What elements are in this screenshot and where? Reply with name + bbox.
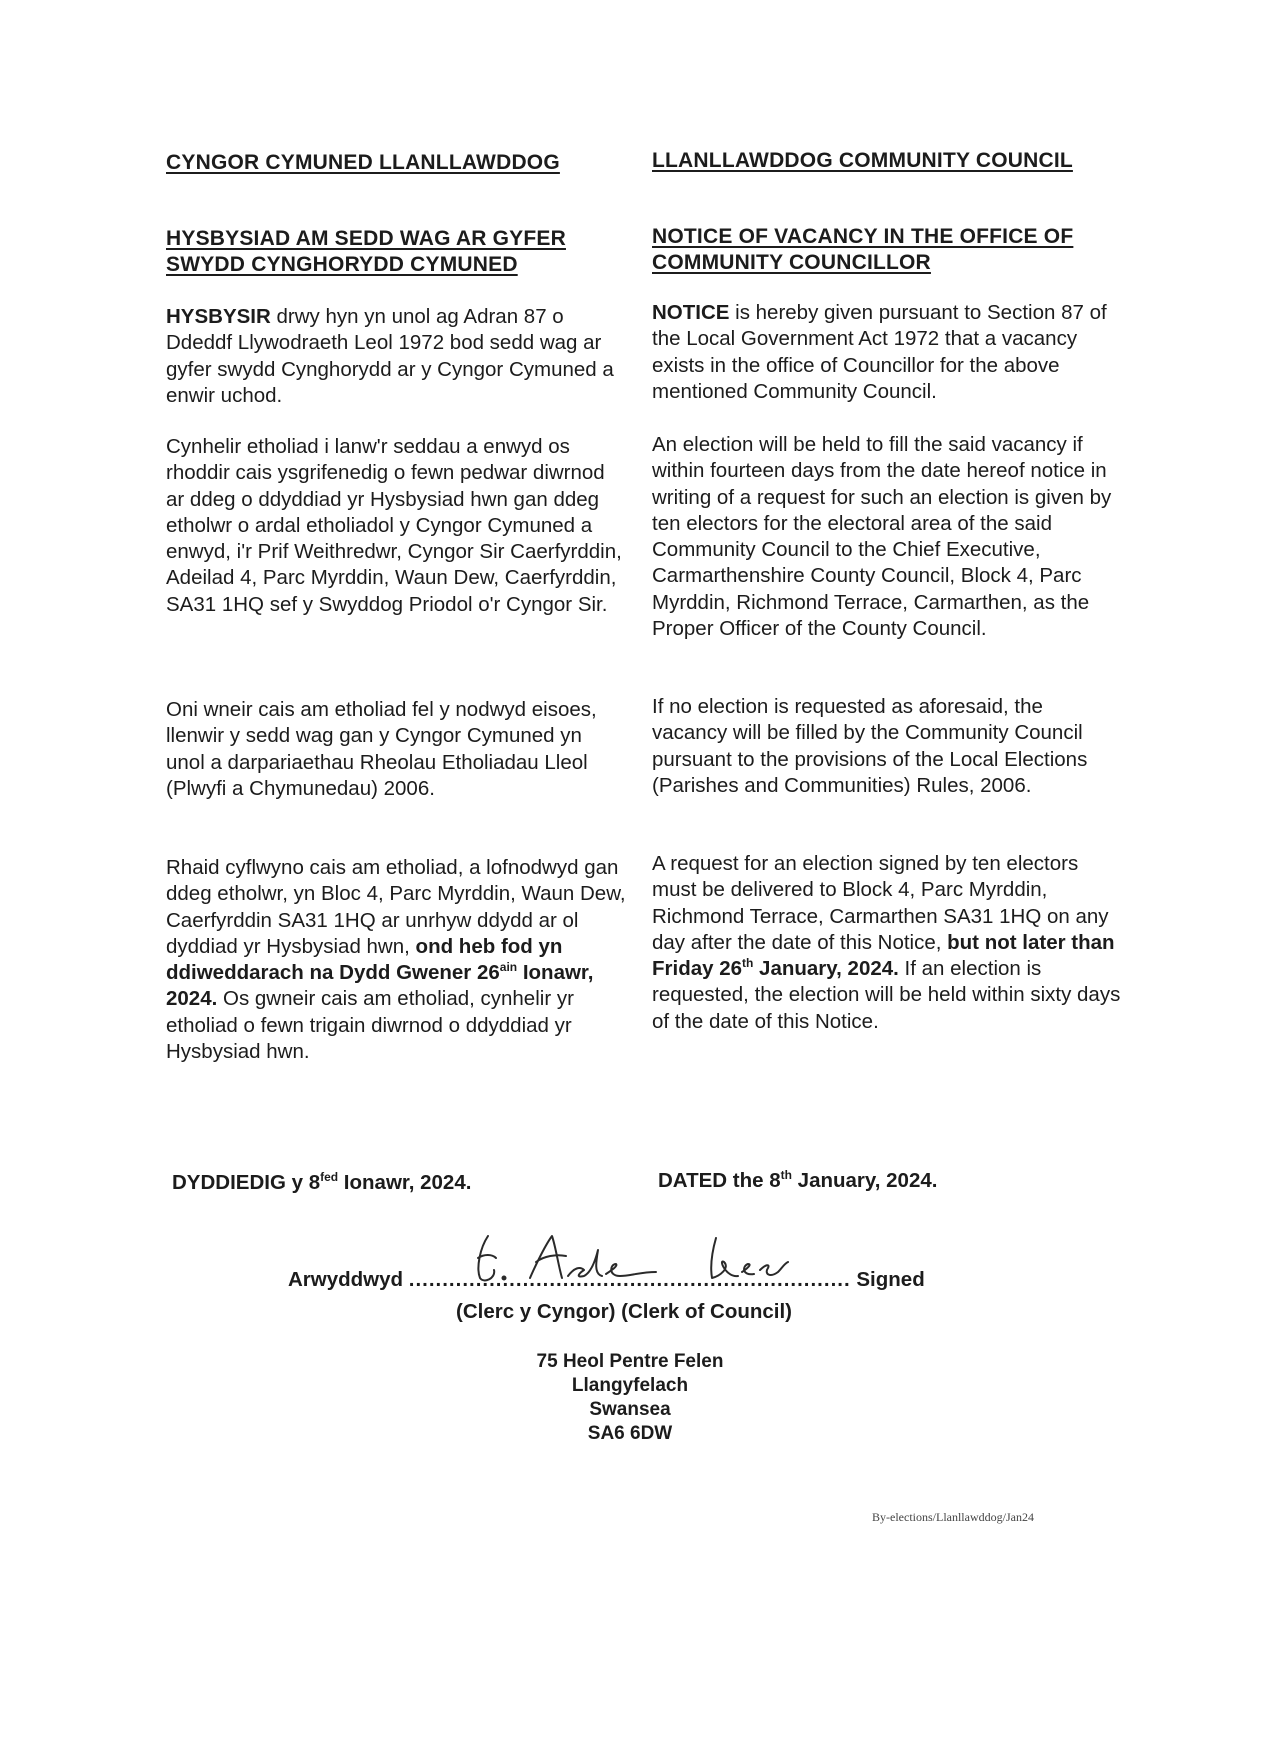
signature-dots: .................................................................. [408, 1268, 851, 1291]
english-dated-post: January, 2024. [791, 1168, 938, 1192]
welsh-notice-title: HYSBYSIAD AM SEDD WAG AR GYFER SWYDD CYNGHORYDD CYMUNED [166, 227, 566, 276]
signed-welsh-label: Arwyddwyd [288, 1268, 404, 1291]
welsh-p4-bold2: Ionawr, 2024. [166, 961, 594, 1011]
english-p1-lead: NOTICE [652, 301, 730, 324]
clerk-label: (Clerc y Cyngor) (Clerk of Council) [456, 1300, 793, 1323]
welsh-dated [172, 1170, 471, 1195]
address-block [480, 1350, 780, 1446]
address-line-4: SA6 6DW [587, 1423, 673, 1444]
welsh-dated-pre: DYDDIEDIG y 8 [172, 1170, 321, 1194]
document-reference: By-elections/Llanllawddog/Jan24 [872, 1510, 1034, 1524]
welsh-dated-sup: fed [320, 1170, 339, 1184]
english-p4-text2: If an election is requested, the election will be held within sixty days of the date of this Notice. [652, 957, 1121, 1033]
english-paragraph-3: If no election is requested as aforesaid, the vacancy will be filled by the Community Council pursuant to the provisions of the Local Elections (Parishes and Communities) Rules, 2006. [652, 695, 1088, 797]
english-p4-bold2: January, 2024. [753, 957, 899, 981]
address-line-3: Swansea [589, 1399, 671, 1420]
english-p4-bold1: but not later than Friday 26 [652, 930, 1115, 981]
english-dated-pre: DATED the 8 [658, 1168, 781, 1192]
welsh-dated-post: Ionawr, 2024. [338, 1170, 472, 1194]
english-council-title: LLANLLAWDDOG COMMUNITY COUNCIL [652, 149, 1073, 172]
signed-english-label: Signed [856, 1268, 925, 1291]
welsh-paragraph-1 [166, 304, 626, 409]
english-p4-sup: th [742, 956, 754, 971]
english-paragraph-1 [652, 300, 1122, 405]
welsh-p4-bold1: ond heb fod yn ddiweddarach na Dydd Gwener 26 [166, 934, 563, 985]
welsh-paragraph-2: Cynhelir etholiad i lanw'r seddau a enwyd os rhoddir cais ysgrifenedig o fewn pedwar diwrnod ar ddeg o ddyddiad yr Hysbysiad hwn gan ddeg etholwr o ardal etholiadol y Cyngor Cymuned a enwyd, i'r Prif Weithredwr, Cyngor Sir Caerfyrddin, Adeilad 4, Parc Myrddin, Waun Dew, Caerfyrddin, SA31 1HQ sef y Swyddog Priodol o'r Cyngor Sir. [166, 435, 622, 616]
english-paragraph-4 [652, 851, 1122, 1035]
english-paragraph-2: An election will be held to fill the said vacancy if within fourteen days from the date hereof notice in writing of a request for such an election is given by ten electors for the electoral area of the said Community Council to the Chief Executive, Carmarthenshire County Council, Block 4, Parc Myrddin, Richmond Terrace, Carmarthen, as the Proper Officer of the County Council. [652, 433, 1112, 641]
welsh-p4-sup: ain [499, 960, 518, 975]
english-p4-text1: A request for an election signed by ten electors must be delivered to Block 4, Parc Myrddin, Richmond Terrace, Carmarthen SA31 1HQ on any day after the date of this Notice, [652, 852, 1109, 954]
welsh-council-title: CYNGOR CYMUNED LLANLLAWDDOG [166, 151, 560, 174]
signature-line [288, 1268, 1008, 1292]
address-line-1: 75 Heol Pentre Felen [536, 1351, 724, 1372]
welsh-p4-text1: Rhaid cyflwyno cais am etholiad, a lofnodwyd gan ddeg etholwr, yn Bloc 4, Parc Myrddin, Waun Dew, Caerfyrddin SA31 1HQ ar unrhyw ddydd ar ol dyddiad yr Hysbysiad hwn, [166, 856, 626, 958]
welsh-p1-text: drwy hyn yn unol ag Adran 87 o Ddeddf Llywodraeth Leol 1972 bod sedd wag ar gyfer swydd Cynghorydd ar y Cyngor Cymuned a enwir uchod. [166, 305, 614, 407]
welsh-paragraph-4 [166, 855, 626, 1065]
english-dated-sup: th [780, 1168, 792, 1182]
welsh-p4-text2: Os gwneir cais am etholiad, cynhelir yr etholiad o fewn trigain diwrnod o ddyddiad yr Hysbysiad hwn. [166, 987, 574, 1064]
welsh-p1-lead: HYSBYSIR [166, 305, 271, 328]
address-line-2: Llangyfelach [571, 1375, 689, 1396]
english-p1-text: is hereby given pursuant to Section 87 of the Local Government Act 1972 that a vacancy exists in the office of Councillor for the above mentioned Community Council. [652, 301, 1107, 403]
welsh-paragraph-3: Oni wneir cais am etholiad fel y nodwyd eisoes, llenwir y sedd wag gan y Cyngor Cymuned yn unol a darpariaethau Rheolau Etholiadau Lleol (Plwyfi a Chymunedau) 2006. [166, 698, 597, 800]
english-dated [658, 1168, 937, 1193]
english-notice-title: NOTICE OF VACANCY IN THE OFFICE OF COMMUNITY COUNCILLOR [652, 225, 1074, 274]
